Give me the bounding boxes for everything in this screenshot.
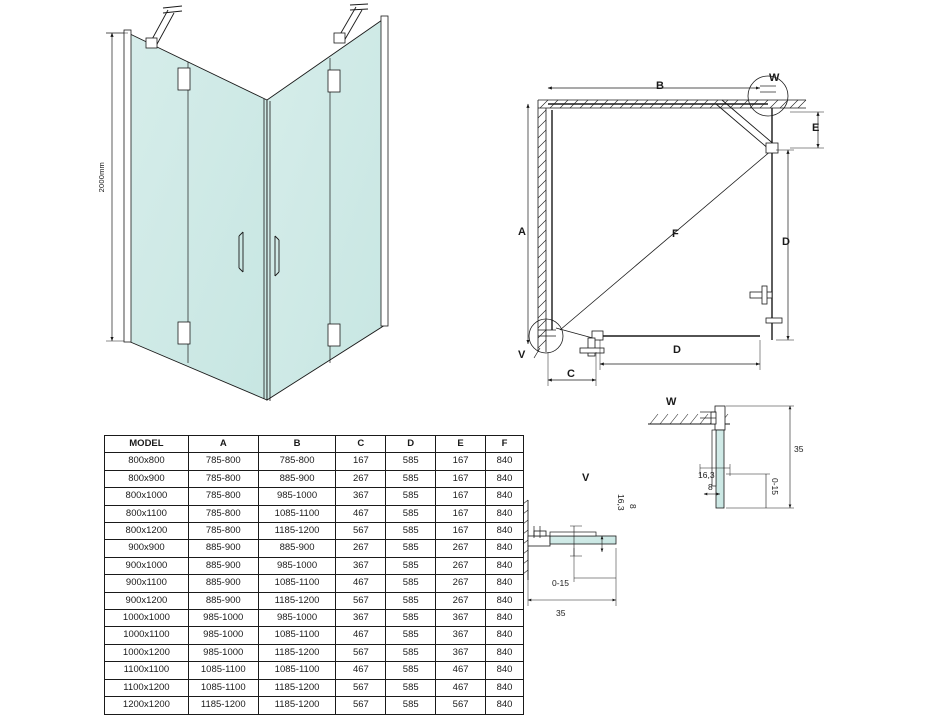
cell-e: 167	[436, 523, 486, 540]
cell-e: 467	[436, 662, 486, 679]
table-row	[105, 523, 524, 540]
cell-e: 167	[436, 505, 486, 522]
cell-a: 985-1000	[188, 610, 258, 627]
table-header-e: E	[436, 436, 486, 453]
label-c: C	[567, 368, 575, 380]
cell-a: 785-800	[188, 470, 258, 487]
label-detail-w: W	[666, 396, 677, 408]
cell-b: 1185-1200	[258, 523, 336, 540]
cell-model: 1000x1100	[105, 627, 189, 644]
cell-e: 267	[436, 575, 486, 592]
table-row	[105, 470, 524, 487]
cell-d: 585	[386, 575, 436, 592]
cell-e: 167	[436, 470, 486, 487]
cell-a: 885-900	[188, 575, 258, 592]
label-v-35: 35	[556, 608, 566, 618]
cell-model: 800x1100	[105, 505, 189, 522]
cell-f: 840	[486, 610, 524, 627]
cell-a: 1085-1100	[188, 662, 258, 679]
label-v-callout: V	[518, 349, 526, 361]
cell-c: 467	[336, 575, 386, 592]
cell-d: 585	[386, 644, 436, 661]
label-w-callout: W	[769, 72, 780, 84]
cell-a: 885-900	[188, 557, 258, 574]
table-header-model: MODEL	[105, 436, 189, 453]
cell-f: 840	[486, 644, 524, 661]
glass-section-v	[550, 536, 616, 544]
cell-e: 267	[436, 557, 486, 574]
cell-e: 267	[436, 592, 486, 609]
cell-f: 840	[486, 505, 524, 522]
cell-d: 585	[386, 610, 436, 627]
label-v-8: 8	[628, 504, 638, 509]
front-perspective-view	[106, 4, 388, 401]
cell-b: 1085-1100	[258, 575, 336, 592]
glass-panel-right	[267, 18, 385, 400]
table-row	[105, 697, 524, 714]
cell-d: 585	[386, 697, 436, 714]
cell-c: 467	[336, 505, 386, 522]
glass-panel-left	[128, 33, 267, 400]
cell-model: 1200x1200	[105, 697, 189, 714]
cell-f: 840	[486, 697, 524, 714]
label-w-0-15: 0-15	[770, 478, 780, 496]
cell-model: 800x1200	[105, 523, 189, 540]
cell-a: 985-1000	[188, 627, 258, 644]
cell-d: 585	[386, 662, 436, 679]
cell-c: 567	[336, 644, 386, 661]
cell-b: 1085-1100	[258, 662, 336, 679]
cell-a: 1085-1100	[188, 679, 258, 696]
cell-e: 167	[436, 453, 486, 470]
table-row	[105, 644, 524, 661]
label-d-right: D	[782, 236, 790, 248]
label-f: F	[672, 228, 679, 240]
cell-d: 585	[386, 505, 436, 522]
glass-section-w	[716, 430, 724, 508]
cell-c: 567	[336, 523, 386, 540]
cell-f: 840	[486, 523, 524, 540]
cell-a: 985-1000	[188, 644, 258, 661]
table-row	[105, 679, 524, 696]
hinge	[328, 70, 340, 92]
cell-d: 585	[386, 540, 436, 557]
table-header-row	[105, 436, 524, 453]
cell-e: 567	[436, 697, 486, 714]
cell-e: 367	[436, 610, 486, 627]
table-row	[105, 575, 524, 592]
cell-model: 800x1000	[105, 488, 189, 505]
cell-a: 885-900	[188, 540, 258, 557]
dimension-0-15-w	[726, 474, 770, 508]
cell-b: 1085-1100	[258, 627, 336, 644]
cell-model: 900x900	[105, 540, 189, 557]
label-w-8: 8	[708, 482, 713, 492]
cell-d: 585	[386, 627, 436, 644]
detail-callout-w	[748, 76, 788, 116]
label-v-16-3: 16,3	[616, 494, 626, 511]
table-row	[105, 488, 524, 505]
label-e: E	[812, 122, 820, 134]
cell-f: 840	[486, 627, 524, 644]
table-row	[105, 540, 524, 557]
cell-d: 585	[386, 453, 436, 470]
cell-d: 585	[386, 679, 436, 696]
cell-c: 367	[336, 610, 386, 627]
cell-d: 585	[386, 470, 436, 487]
cell-a: 785-800	[188, 505, 258, 522]
hinge	[178, 68, 190, 90]
hinge	[328, 324, 340, 346]
wall-hatch-left	[538, 100, 546, 352]
cell-b: 885-900	[258, 470, 336, 487]
height-dimension	[106, 33, 124, 341]
cell-c: 267	[336, 540, 386, 557]
cell-model: 1100x1100	[105, 662, 189, 679]
cell-c: 467	[336, 627, 386, 644]
cell-d: 585	[386, 488, 436, 505]
cell-c: 267	[336, 470, 386, 487]
cell-model: 1100x1200	[105, 679, 189, 696]
cell-b: 1185-1200	[258, 644, 336, 661]
cell-f: 840	[486, 488, 524, 505]
cell-c: 367	[336, 557, 386, 574]
specification-table	[104, 435, 524, 715]
cell-model: 1000x1000	[105, 610, 189, 627]
cell-f: 840	[486, 679, 524, 696]
cell-f: 840	[486, 470, 524, 487]
cell-a: 785-800	[188, 453, 258, 470]
cell-e: 267	[436, 540, 486, 557]
cell-b: 1185-1200	[258, 697, 336, 714]
cell-d: 585	[386, 523, 436, 540]
cell-f: 840	[486, 592, 524, 609]
dimension-35-w	[726, 406, 794, 508]
table-header-b: B	[258, 436, 336, 453]
cell-b: 985-1000	[258, 488, 336, 505]
cell-f: 840	[486, 662, 524, 679]
label-height-2000mm: 2000mm	[97, 162, 106, 193]
cell-c: 567	[336, 697, 386, 714]
label-w-35: 35	[794, 444, 804, 454]
cell-e: 467	[436, 679, 486, 696]
cell-model: 800x800	[105, 453, 189, 470]
cell-b: 1085-1100	[258, 505, 336, 522]
dimension-0-15-v	[574, 548, 616, 582]
cell-f: 840	[486, 540, 524, 557]
cell-c: 467	[336, 662, 386, 679]
cell-b: 985-1000	[258, 557, 336, 574]
table-row	[105, 610, 524, 627]
hinge	[178, 322, 190, 344]
cell-a: 785-800	[188, 523, 258, 540]
cell-b: 985-1000	[258, 610, 336, 627]
cell-b: 1185-1200	[258, 679, 336, 696]
cell-a: 1185-1200	[188, 697, 258, 714]
cell-f: 840	[486, 453, 524, 470]
table-header-d: D	[386, 436, 436, 453]
cell-model: 900x1200	[105, 592, 189, 609]
cell-f: 840	[486, 575, 524, 592]
cell-d: 585	[386, 557, 436, 574]
cell-b: 885-900	[258, 540, 336, 557]
table-row	[105, 557, 524, 574]
table-row	[105, 505, 524, 522]
label-a: A	[518, 226, 526, 238]
cell-c: 567	[336, 679, 386, 696]
table-row	[105, 592, 524, 609]
cell-b: 1185-1200	[258, 592, 336, 609]
label-detail-v: V	[582, 472, 590, 484]
cell-e: 167	[436, 488, 486, 505]
cell-d: 585	[386, 592, 436, 609]
cell-a: 885-900	[188, 592, 258, 609]
cell-model: 800x900	[105, 470, 189, 487]
label-d-bottom: D	[673, 344, 681, 356]
table-header-c: C	[336, 436, 386, 453]
cell-f: 840	[486, 557, 524, 574]
cell-c: 167	[336, 453, 386, 470]
cell-e: 367	[436, 644, 486, 661]
dimension-35-v	[528, 548, 616, 606]
cell-model: 900x1000	[105, 557, 189, 574]
cell-c: 367	[336, 488, 386, 505]
cell-c: 567	[336, 592, 386, 609]
dimension-f-line	[560, 150, 772, 330]
detail-view-v	[518, 500, 616, 606]
table-header-f: F	[486, 436, 524, 453]
label-b: B	[656, 80, 664, 92]
cell-e: 367	[436, 627, 486, 644]
cell-model: 1000x1200	[105, 644, 189, 661]
table-row	[105, 662, 524, 679]
cell-model: 900x1100	[105, 575, 189, 592]
table-header-a: A	[188, 436, 258, 453]
cell-a: 785-800	[188, 488, 258, 505]
label-w-16-3: 16,3	[698, 470, 715, 480]
table-row	[105, 453, 524, 470]
label-v-0-15: 0-15	[552, 578, 570, 588]
cell-b: 785-800	[258, 453, 336, 470]
table-row	[105, 627, 524, 644]
